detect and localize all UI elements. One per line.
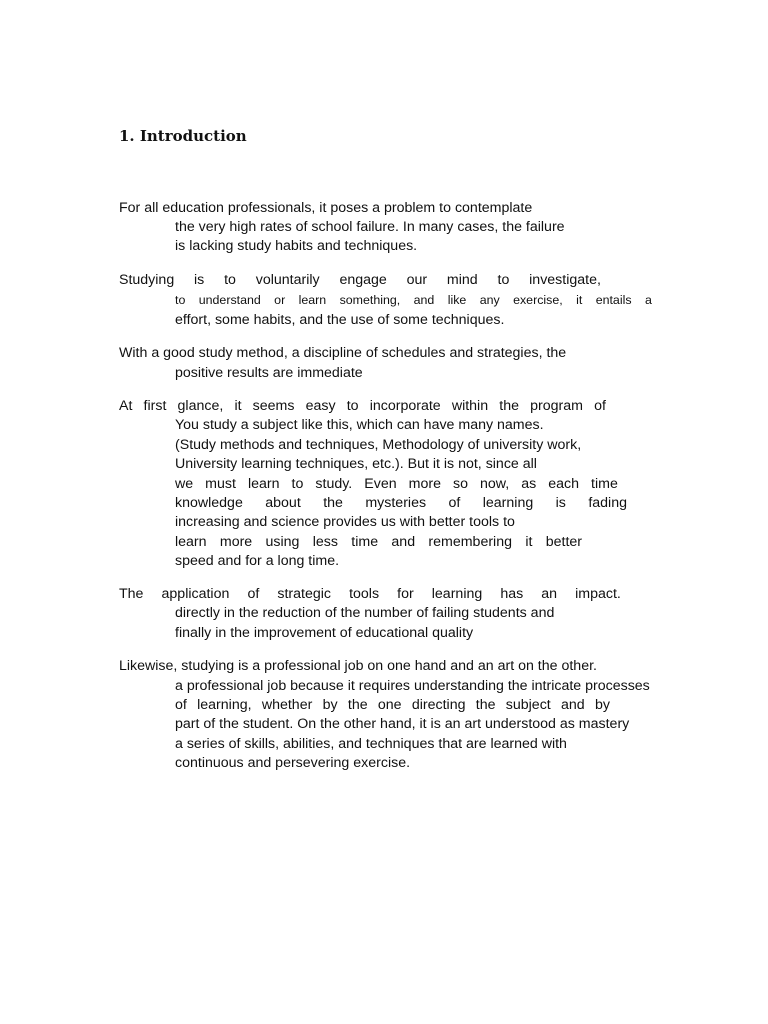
- word: of: [594, 398, 606, 414]
- word: like: [447, 293, 467, 307]
- word: one: [377, 697, 402, 713]
- word: as: [521, 476, 537, 492]
- word: study.: [315, 476, 353, 492]
- paragraph-line: [175, 533, 582, 552]
- word: any: [479, 293, 500, 307]
- word: Even: [364, 476, 397, 492]
- word: and: [413, 293, 435, 307]
- paragraph-line: With a good study method, a discipline of schedules and strategies, the: [119, 345, 567, 361]
- word: learning: [482, 495, 534, 511]
- paragraph-line: speed and for a long time.: [175, 553, 340, 569]
- word: to: [497, 272, 510, 288]
- word: At: [119, 398, 133, 414]
- word: Studying: [119, 272, 175, 288]
- word: now,: [480, 476, 510, 492]
- word: something,: [339, 293, 401, 307]
- word: using: [265, 534, 300, 550]
- section-heading: 1. Introduction: [119, 127, 247, 145]
- word: learning: [431, 586, 483, 602]
- word: it: [525, 534, 533, 550]
- word: glance,: [177, 398, 224, 414]
- word: within: [451, 398, 489, 414]
- paragraph-line: increasing and science provides us with better tools to: [175, 514, 515, 530]
- word: of: [175, 697, 187, 713]
- word: of: [448, 495, 461, 511]
- word: of: [247, 586, 260, 602]
- word: impact.: [575, 586, 621, 602]
- paragraph-line: [119, 585, 621, 604]
- paragraph-line: [175, 696, 610, 715]
- paragraph-line: finally in the improvement of educational quality: [175, 625, 474, 641]
- word: has: [500, 586, 524, 602]
- word: whether: [261, 697, 313, 713]
- word: to: [346, 398, 359, 414]
- paragraph-line: Likewise, studying is a professional job on one hand and an art on the other.: [119, 658, 597, 674]
- word: program: [530, 398, 583, 414]
- word: subject: [505, 697, 551, 713]
- word: the: [499, 398, 519, 414]
- word: exercise,: [513, 293, 563, 307]
- word: each: [548, 476, 580, 492]
- word: fading: [588, 495, 627, 511]
- word: our: [406, 272, 428, 288]
- paragraph-line: the very high rates of school failure. In many cases, the failure: [175, 219, 565, 235]
- paragraph-line: directly in the reduction of the number of failing students and: [175, 605, 555, 621]
- paragraph-line: [119, 271, 601, 290]
- word: we: [175, 476, 194, 492]
- word: first: [143, 398, 167, 414]
- word: to: [175, 293, 186, 307]
- paragraph-line: University learning techniques, etc.). But it is not, since all: [175, 456, 537, 472]
- word: remembering: [428, 534, 512, 550]
- word: application: [161, 586, 230, 602]
- paragraph-line: [175, 494, 627, 513]
- word: more: [219, 534, 253, 550]
- paragraph-line: continuous and persevering exercise.: [175, 755, 411, 771]
- word: so: [453, 476, 468, 492]
- paragraph-line: a series of skills, abilities, and techniques that are learned with: [175, 736, 567, 752]
- paragraph-line: For all education professionals, it poses a problem to contemplate: [119, 200, 533, 216]
- word: strategic: [277, 586, 331, 602]
- word: a: [644, 293, 652, 307]
- word: knowledge: [175, 495, 243, 511]
- word: directing: [411, 697, 466, 713]
- word: entails: [595, 293, 632, 307]
- word: better: [545, 534, 582, 550]
- word: more: [408, 476, 441, 492]
- paragraph-line: [175, 475, 618, 494]
- word: incorporate: [369, 398, 441, 414]
- paragraph-line: You study a subject like this, which can have many names.: [175, 417, 544, 433]
- word: understand: [198, 293, 261, 307]
- word: the: [347, 697, 368, 713]
- word: to: [291, 476, 304, 492]
- word: for: [397, 586, 414, 602]
- word: an: [541, 586, 558, 602]
- word: the: [323, 495, 343, 511]
- word: voluntarily: [255, 272, 320, 288]
- word: engage: [339, 272, 387, 288]
- word: seems: [252, 398, 295, 414]
- word: The: [119, 586, 144, 602]
- word: learn: [175, 534, 207, 550]
- word: it: [234, 398, 242, 414]
- word: by: [322, 697, 338, 713]
- word: is: [555, 495, 566, 511]
- word: and: [561, 697, 585, 713]
- word: must: [205, 476, 236, 492]
- word: by: [594, 697, 610, 713]
- word: learning,: [197, 697, 252, 713]
- word: is: [194, 272, 205, 288]
- paragraph-line: is lacking study habits and techniques.: [175, 238, 418, 254]
- paragraph-line: a professional job because it requires understanding the intricate processes: [175, 678, 650, 694]
- word: it: [576, 293, 583, 307]
- word: less: [312, 534, 338, 550]
- word: tools: [349, 586, 380, 602]
- paragraph-line: (Study methods and techniques, Methodology of university work,: [175, 437, 582, 453]
- word: or: [274, 293, 286, 307]
- word: learn: [298, 293, 327, 307]
- word: to: [224, 272, 236, 288]
- word: the: [475, 697, 496, 713]
- word: mind: [446, 272, 478, 288]
- word: learn: [247, 476, 280, 492]
- paragraph-line: [175, 291, 652, 310]
- paragraph-line: positive results are immediate: [175, 365, 363, 381]
- word: and: [391, 534, 416, 550]
- word: about: [265, 495, 301, 511]
- paragraph-line: [119, 397, 606, 416]
- word: time: [351, 534, 379, 550]
- paragraph-line: effort, some habits, and the use of some techniques.: [175, 312, 505, 328]
- word: investigate,: [529, 272, 601, 288]
- word: easy: [305, 398, 336, 414]
- paragraph-line: part of the student. On the other hand, it is an art understood as mastery: [175, 716, 630, 732]
- word: mysteries: [365, 495, 427, 511]
- word: time: [591, 476, 618, 492]
